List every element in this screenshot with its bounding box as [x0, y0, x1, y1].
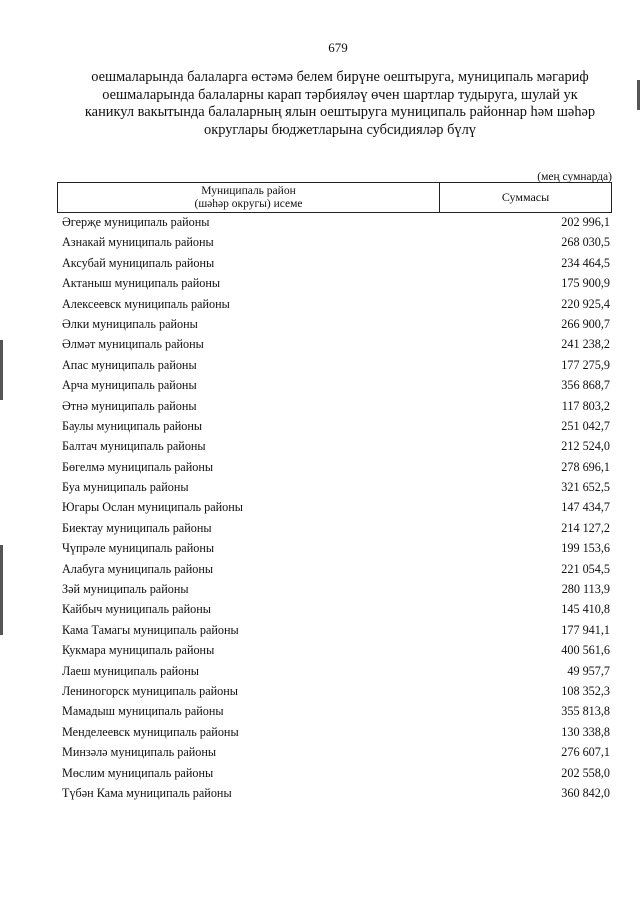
- table-row: [0, 235, 640, 255]
- district-name: Түбән Кама муниципаль районы: [62, 785, 232, 800]
- district-sum: 130 338,8: [561, 724, 610, 739]
- district-name: Баулы муниципаль районы: [62, 418, 203, 433]
- district-sum: 321 652,5: [561, 480, 610, 495]
- title-line: каникул вакытында балаларның ялын оештыруга муниципаль районнар һәм шәһәр: [84, 104, 596, 120]
- table-header: [57, 182, 612, 213]
- district-sum: 175 900,9: [561, 276, 610, 291]
- table-row: [0, 480, 640, 500]
- district-name: Алексеевск муниципаль районы: [62, 296, 230, 311]
- table-row: [0, 337, 640, 357]
- district-sum: 177 275,9: [561, 357, 610, 372]
- table-row: [0, 378, 640, 398]
- table-row: [0, 276, 640, 296]
- table-row: [0, 684, 640, 704]
- district-name: Чүпрәле муниципаль районы: [62, 541, 215, 556]
- district-sum: 221 054,5: [561, 561, 610, 576]
- district-name: Әтнә муниципаль районы: [62, 398, 197, 413]
- district-name: Югары Ослан муниципаль районы: [62, 500, 243, 515]
- district-sum: 220 925,4: [561, 296, 610, 311]
- district-sum: 241 238,2: [561, 337, 610, 352]
- district-sum: 145 410,8: [561, 602, 610, 617]
- district-name: Апас муниципаль районы: [62, 357, 197, 372]
- district-name: Азнакай муниципаль районы: [62, 235, 214, 250]
- table-row: [0, 500, 640, 520]
- header-sum-cell: Суммасы: [501, 190, 550, 204]
- district-sum: 147 434,7: [561, 500, 610, 515]
- district-sum: 117 803,2: [561, 398, 610, 413]
- district-sum: 202 996,1: [561, 215, 610, 229]
- district-sum: 266 900,7: [561, 316, 610, 331]
- district-sum: 49 957,7: [567, 663, 610, 678]
- district-name: Мөслим муниципаль районы: [62, 765, 214, 780]
- table-row: [0, 399, 640, 419]
- district-name: Лениногорск муниципаль районы: [62, 683, 238, 698]
- district-sum: 276 607,1: [561, 745, 610, 760]
- district-sum: 280 113,9: [561, 582, 610, 597]
- district-name: Биектау муниципаль районы: [62, 520, 212, 535]
- table-row: [0, 766, 640, 786]
- district-sum: 278 696,1: [561, 459, 610, 474]
- scan-edge-mark: [0, 340, 3, 400]
- title-line: оешмаларында балаларга өстәмә белем бирүне оештыруга, муниципаль мәгариф: [91, 69, 589, 85]
- header-name-cell: [58, 183, 440, 212]
- table-row: [0, 256, 640, 276]
- district-name: Кайбыч муниципаль районы: [62, 602, 211, 617]
- district-sum: 355 813,8: [561, 704, 610, 719]
- table-row: [0, 582, 640, 602]
- table-row: [0, 358, 640, 378]
- district-name: Лаеш муниципаль районы: [62, 663, 199, 678]
- district-sum: 199 153,6: [561, 541, 610, 556]
- district-name: Мамадыш муниципаль районы: [62, 704, 224, 719]
- district-name: Кама Тамагы муниципаль районы: [62, 622, 239, 637]
- title-line: оешмаларында балаларны карап тәрбияләү өчен шартлар тудыруга, шулай ук: [102, 86, 578, 103]
- document-title: [70, 69, 610, 139]
- table-row: [0, 439, 640, 459]
- district-sum: 234 464,5: [561, 255, 610, 270]
- district-name: Арча муниципаль районы: [62, 378, 197, 393]
- district-sum: 202 558,0: [561, 765, 610, 780]
- district-name: Менделеевск муниципаль районы: [62, 724, 239, 739]
- district-sum: 212 524,0: [561, 439, 610, 454]
- table-row: [0, 643, 640, 663]
- district-name: Зәй муниципаль районы: [62, 582, 189, 597]
- table-row: [0, 623, 640, 643]
- district-sum: 400 561,6: [561, 643, 610, 658]
- district-sum: 108 352,3: [561, 683, 610, 698]
- table-row: [0, 521, 640, 541]
- table-row: [0, 602, 640, 622]
- table-body: [0, 215, 640, 806]
- table-row: [0, 215, 640, 235]
- table-row: [0, 317, 640, 337]
- title-line: округлары бюджетларына субсидияләр бүлү: [204, 121, 476, 138]
- table-row: [0, 704, 640, 724]
- district-name: Балтач муниципаль районы: [62, 439, 206, 454]
- table-row: [0, 562, 640, 582]
- district-name: Аксубай муниципаль районы: [62, 255, 215, 270]
- header-name-line: (шәһәр округы) исеме: [194, 198, 303, 210]
- district-name: Актаныш муниципаль районы: [62, 276, 221, 291]
- district-sum: 268 030,5: [561, 235, 610, 250]
- table-row: [0, 745, 640, 765]
- district-sum: 251 042,7: [561, 418, 610, 433]
- district-name: Минзәлә муниципаль районы: [62, 745, 217, 760]
- district-sum: 356 868,7: [561, 378, 610, 393]
- district-sum: 214 127,2: [561, 520, 610, 535]
- page-number: 679: [328, 40, 348, 55]
- table-row: [0, 664, 640, 684]
- district-sum: 360 842,0: [561, 785, 610, 800]
- district-name: Әгерҗе муниципаль районы: [62, 215, 210, 229]
- scan-edge-mark: [0, 545, 3, 635]
- district-name: Бөгелмә муниципаль районы: [62, 459, 214, 474]
- district-name: Кукмара муниципаль районы: [62, 643, 215, 658]
- district-name: Алабуга муниципаль районы: [62, 561, 214, 576]
- header-name-line: Муниципаль район: [201, 185, 296, 197]
- district-name: Әлмәт муниципаль районы: [62, 337, 204, 352]
- unit-note: (мең сумнарда): [537, 171, 612, 183]
- district-name: Буа муниципаль районы: [62, 480, 189, 495]
- district-sum: 177 941,1: [561, 622, 610, 637]
- table-row: [0, 297, 640, 317]
- district-name: Әлки муниципаль районы: [62, 316, 198, 331]
- table-row: [0, 419, 640, 439]
- table-row: [0, 786, 640, 806]
- table-row: [0, 725, 640, 745]
- table-row: [0, 541, 640, 561]
- table-row: [0, 460, 640, 480]
